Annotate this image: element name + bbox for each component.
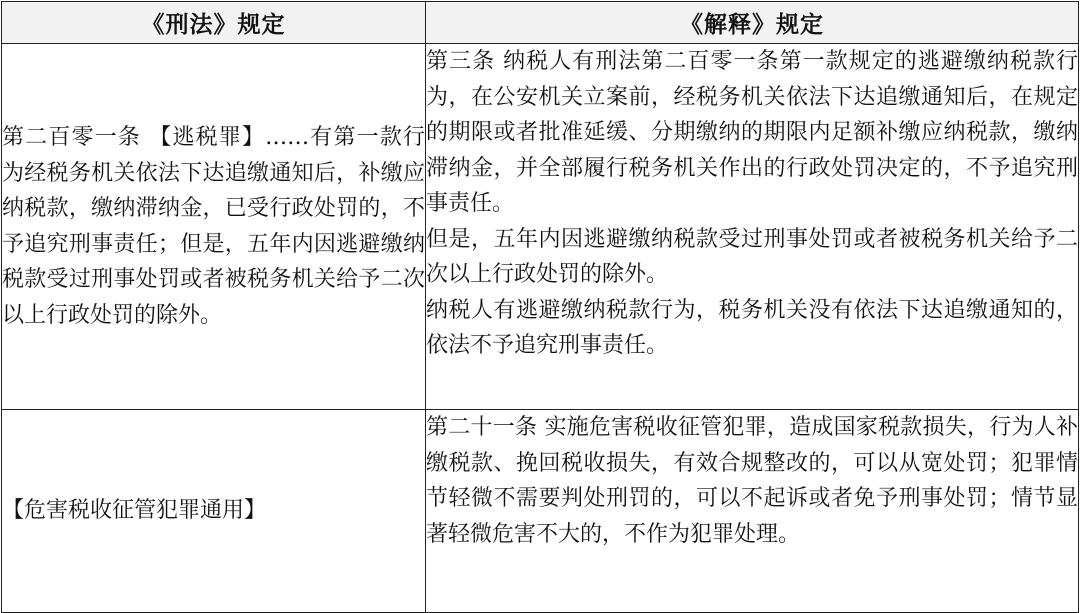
header-interpretation: 《解释》规定 bbox=[426, 2, 1079, 44]
table-row-general bbox=[2, 410, 1079, 613]
interpretation-article-3-para-3: 纳税人有逃避缴纳税款行为，税务机关没有依法下达追缴通知的，依法不予追究刑事责任。 bbox=[426, 297, 1078, 358]
interpretation-article-3-para-1: 第三条 纳税人有刑法第二百零一条第一款规定的逃避缴纳税款行为，在公安机关立案前，经税务机关依法下达追缴通知后，在规定的期限或者批准延缓、分期缴纳的期限内足额补缴应纳税款，缴纳滞纳金，并全部履行税务机关作出的行政处罚决定的，不予追究刑事责任。 bbox=[426, 49, 1078, 216]
criminal-law-article-201: 第二百零一条 【逃税罪】……有第一款行为经税务机关依法下达追缴通知后，补缴应纳税款，缴纳滞纳金，已受行政处罚的，不予追究刑事责任；但是，五年内因逃避缴纳税款受过刑事处罚或者被税务机关给予二次以上行政处罚的除外。 bbox=[2, 44, 426, 410]
criminal-law-general-heading: 【危害税收征管犯罪通用】 bbox=[2, 410, 426, 613]
table-row-tax-evasion bbox=[2, 44, 1079, 410]
interpretation-article-21-para-1: 第二十一条 实施危害税收征管犯罪，造成国家税款损失，行为人补缴税款、挽回税收损失，有效合规整改的，可以从宽处罚；犯罪情节轻微不需要判处刑罚的，可以不起诉或者免予刑事处罚；情节显著轻微危害不大的，不作为犯罪处理。 bbox=[426, 415, 1078, 547]
comparison-table bbox=[1, 1, 1079, 613]
header-row bbox=[2, 2, 1079, 44]
interpretation-article-3 bbox=[426, 44, 1079, 410]
header-criminal-law: 《刑法》规定 bbox=[2, 2, 426, 44]
interpretation-article-21 bbox=[426, 410, 1079, 613]
interpretation-article-3-para-2: 但是，五年内因逃避缴纳税款受过刑事处罚或者被税务机关给予二次以上行政处罚的除外。 bbox=[426, 226, 1078, 287]
